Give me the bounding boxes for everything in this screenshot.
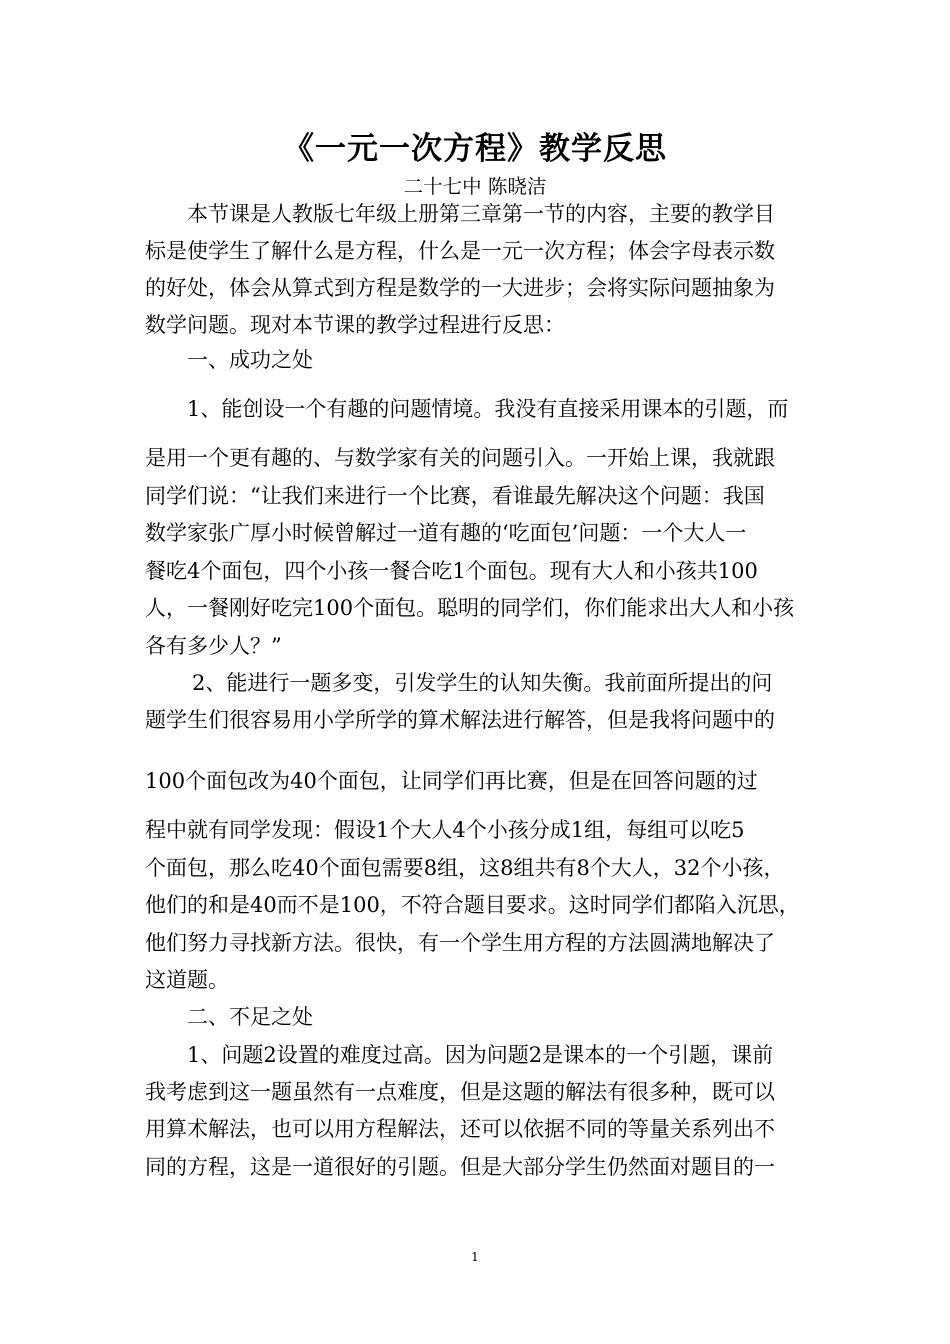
text-line: 是用一个更有趣的、与数学家有关的问题引入。一开始上课，我就跟	[145, 446, 775, 470]
author-line: 二十七中 陈晓洁	[403, 175, 547, 198]
text-line: 2、能进行一题多变，引发学生的认知失衡。我前面所提出的问	[192, 671, 773, 695]
text-line: 各有多少人？”	[145, 634, 282, 658]
text-line: 用算术解法，也可以用方程解法，还可以依据不同的等量关系列出不	[145, 1117, 775, 1141]
page-number: 1	[471, 1250, 479, 1264]
text-line: 个面包，那么吃40个面包需要8组，这8组共有8个大人，32个小孩，	[145, 856, 785, 880]
document-title: 《一元一次方程》教学反思	[283, 131, 667, 167]
text-line: 程中就有同学发现：假设1个大人4个小孩分成1组，每组可以吃5	[145, 818, 745, 842]
text-line: 他们努力寻找新方法。很快，有一个学生用方程的方法圆满地解决了	[145, 931, 775, 955]
text-line: 100个面包改为40个面包，让同学们再比赛，但是在回答问题的过	[145, 769, 758, 793]
text-line: 同学们说：“让我们来进行一个比赛，看谁最先解决这个问题：我国	[145, 484, 765, 508]
text-line: 1、能创设一个有趣的问题情境。我没有直接采用课本的引题，而	[187, 397, 789, 421]
section-heading: 二、不足之处	[187, 1005, 313, 1029]
text-line: 数学问题。现对本节课的教学过程进行反思：	[145, 313, 565, 337]
text-line: 的好处，体会从算式到方程是数学的一大进步；会将实际问题抽象为	[145, 276, 775, 300]
text-line: 数学家张广厚小时候曾解过一道有趣的‘吃面包’问题：一个大人一	[145, 521, 747, 545]
text-line: 餐吃4个面包，四个小孩一餐合吃1个面包。现有大人和小孩共100	[145, 559, 758, 583]
text-line: 本节课是人教版七年级上册第三章第一节的内容，主要的教学目	[187, 202, 775, 226]
text-line: 人，一餐刚好吃完100个面包。聪明的同学们，你们能求出大人和小孩	[145, 596, 795, 620]
text-line: 1、问题2设置的难度过高。因为问题2是课本的一个引题，课前	[187, 1043, 774, 1067]
text-line: 标是使学生了解什么是方程，什么是一元一次方程；体会字母表示数	[145, 239, 775, 263]
section-heading: 一、成功之处	[187, 348, 313, 372]
text-line: 他们的和是40而不是100，不符合题目要求。这时同学们都陷入沉思，	[145, 893, 800, 917]
text-line: 题学生们很容易用小学所学的算术解法进行解答，但是我将问题中的	[145, 708, 775, 732]
text-line: 这道题。	[145, 968, 229, 992]
text-line: 同的方程，这是一道很好的引题。但是大部分学生仍然面对题目的一	[145, 1155, 775, 1179]
text-line: 我考虑到这一题虽然有一点难度，但是这题的解法有很多种，既可以	[145, 1080, 775, 1104]
